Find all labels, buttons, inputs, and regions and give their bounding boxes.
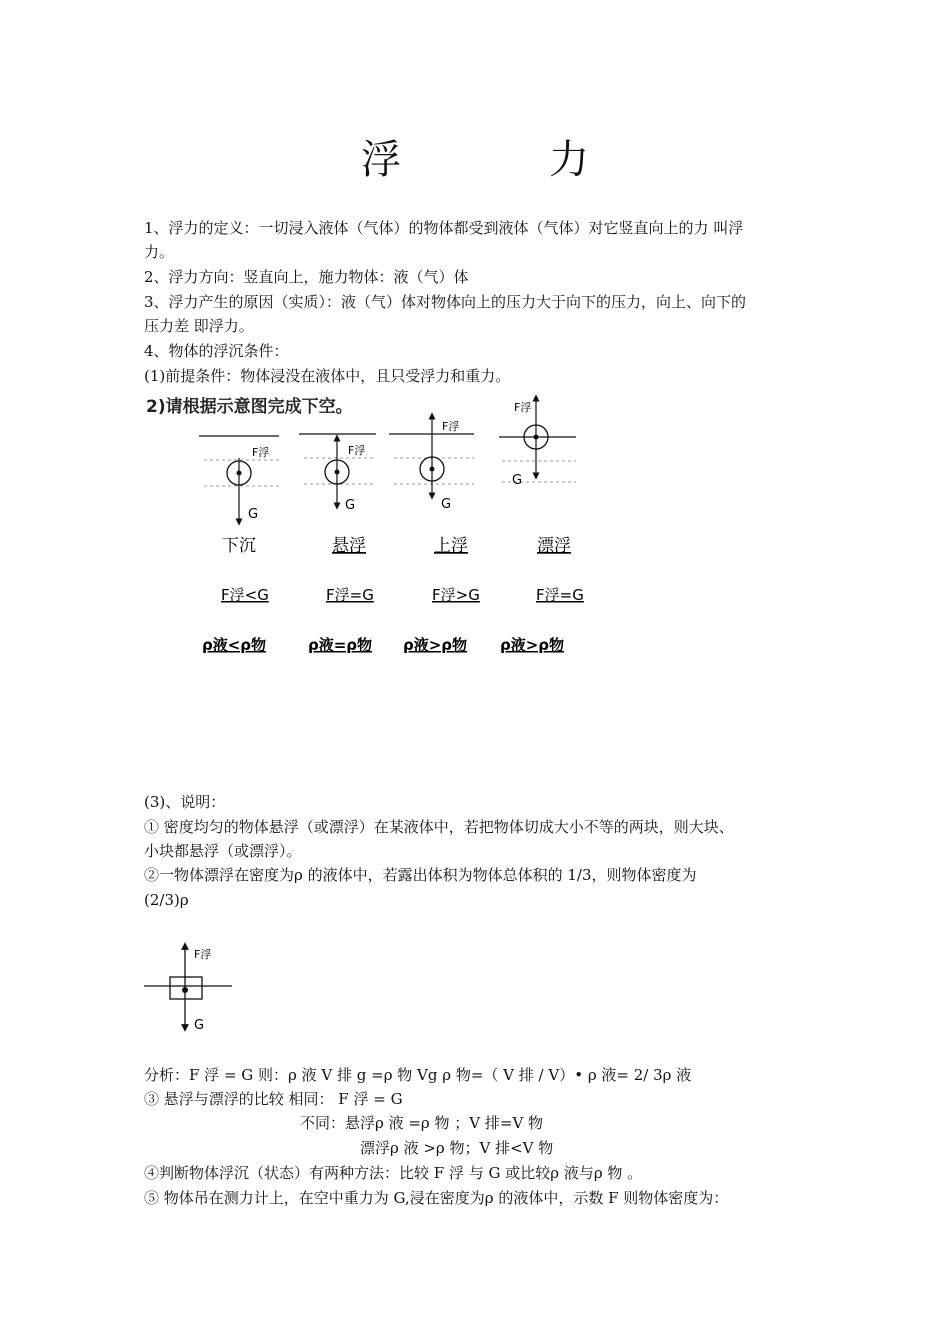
- note-1: ① 密度均匀的物体悬浮（或漂浮）在某液体中，若把物体切成大小不等的两块，则大块、: [144, 818, 734, 836]
- f-label-4: F浮: [514, 401, 532, 414]
- density-relation-3: ρ液>ρ物: [403, 636, 468, 654]
- condition-heading: 4、物体的浮沉条件：: [144, 342, 289, 360]
- cause-line: 3、浮力产生的原因（实质）：液（气）体对物体向上的压力大于向下的压力，向上、向下的: [144, 293, 747, 311]
- judge-line: ④判断物体浮沉（状态）有两种方法：比较 F 浮 与 G 或比较ρ 液与ρ 物 。: [144, 1164, 643, 1182]
- page-title: 浮 力: [361, 137, 643, 183]
- difference-float: 漂浮ρ 液 >ρ 物；V 排<V 物: [360, 1139, 554, 1157]
- g-label-4: G: [512, 473, 523, 488]
- g-label-3: G: [441, 497, 452, 512]
- comparison-line: ③ 悬浮与漂浮的比较 相同： F 浮 = G: [144, 1090, 403, 1108]
- state-label-1: 下沉: [222, 536, 256, 556]
- force-relation-4: F浮=G: [536, 586, 584, 604]
- density-relation-2: ρ液=ρ物: [308, 636, 373, 654]
- diagram-heading: 2)请根据示意图完成下空。: [146, 397, 353, 417]
- state-label-4: 漂浮: [537, 536, 571, 556]
- f-label-2: F浮: [348, 444, 366, 457]
- f-label-3: F浮: [442, 420, 460, 433]
- f-label-1: F浮: [252, 446, 270, 459]
- note-2-cont: (2/3)ρ: [144, 891, 189, 909]
- buoyancy-diagram: [144, 394, 614, 664]
- definition-line-cont: 力。: [144, 243, 175, 261]
- force-relation-1: F浮<G: [221, 586, 269, 604]
- g-label-1: G: [248, 507, 259, 522]
- density-relation-4: ρ液>ρ物: [500, 636, 565, 654]
- density-relation-1: ρ液<ρ物: [202, 636, 267, 654]
- state-label-3: 上浮: [434, 536, 468, 556]
- direction-line: 2、浮力方向：竖直向上，施力物体：液（气）体: [144, 268, 469, 286]
- force-relation-2: F浮=G: [326, 586, 374, 604]
- spring-scale-line: ⑤ 物体吊在测力计上，在空中重力为 G,浸在密度为ρ 的液体中，示数 F 则物体密度为：: [144, 1189, 729, 1207]
- note-heading: (3)、说明：: [144, 793, 226, 811]
- difference-suspend: 不同：悬浮ρ 液 =ρ 物 ；V 排=V 物: [300, 1114, 544, 1132]
- g-label-2: G: [345, 498, 356, 513]
- force-relation-3: F浮>G: [432, 586, 480, 604]
- note-1-cont: 小块都悬浮（或漂浮）。: [144, 842, 302, 860]
- floating-block-figure: [140, 940, 240, 1035]
- premise-line: (1)前提条件：物体浸没在液体中，且只受浮力和重力。: [144, 367, 511, 385]
- fig2-g-label: G: [194, 1018, 205, 1033]
- state-label-2: 悬浮: [332, 536, 366, 556]
- definition-line: 1、浮力的定义：一切浸入液体（气体）的物体都受到液体（气体）对它竖直向上的力 叫浮: [144, 219, 744, 237]
- fig2-f-label: F浮: [194, 948, 212, 961]
- analysis-line: 分析：F 浮 = G 则：ρ 液 V 排 g =ρ 物 Vg ρ 物=（ V 排 / V）• ρ 液= 2/ 3ρ 液: [144, 1066, 692, 1084]
- note-2: ②一物体漂浮在密度为ρ 的液体中，若露出体积为物体总体积的 1/3，则物体密度为: [144, 866, 697, 884]
- cause-line-cont: 压力差 即浮力。: [144, 317, 254, 335]
